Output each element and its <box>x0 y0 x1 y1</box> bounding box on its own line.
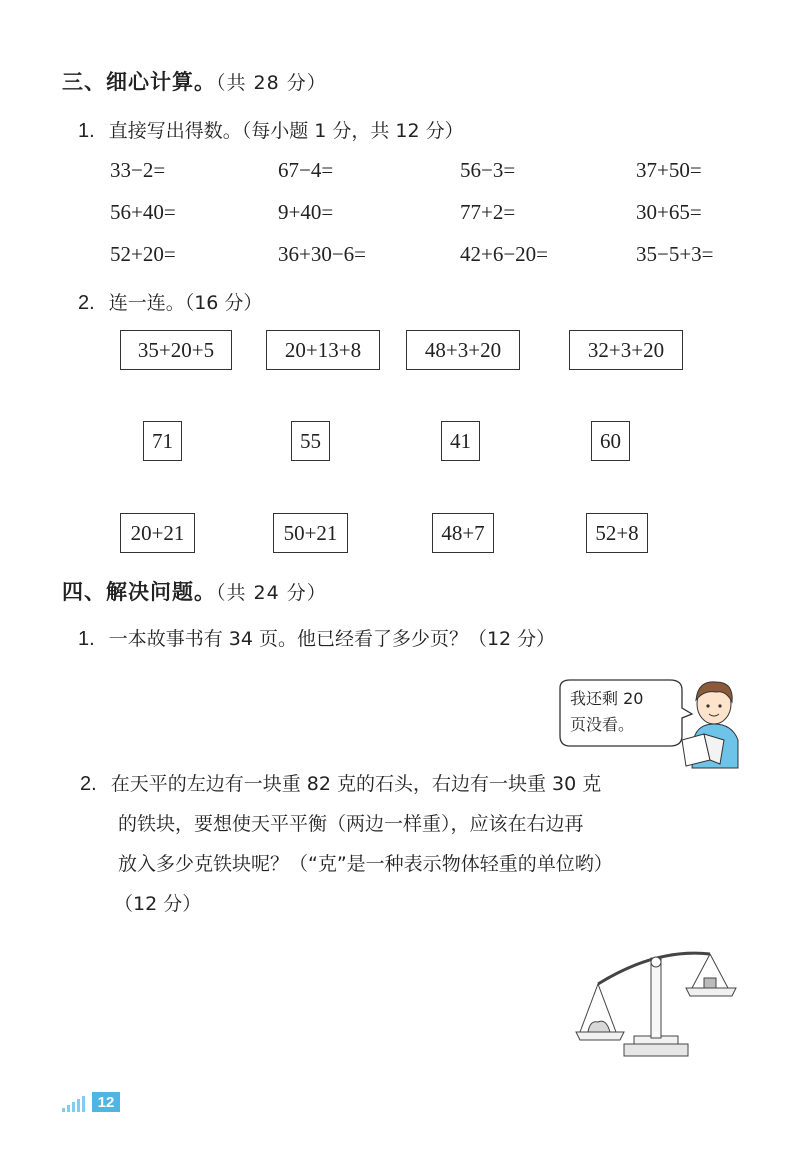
match-bottom-box-3[interactable]: 48+7 <box>432 513 494 553</box>
match-top-box-1[interactable]: 35+20+5 <box>120 330 232 370</box>
s4-q2-line1-text: 在天平的左边有一块重 82 克的石头，右边有一块重 30 克 <box>110 773 602 795</box>
page-bars-icon <box>62 1096 90 1112</box>
s4-q2-line2: 的铁块，要想使天平平衡（两边一样重），应该在右边再 <box>118 813 584 835</box>
match-bottom-box-2[interactable]: 50+21 <box>273 513 348 553</box>
section3-title-text: 三、细心计算。 <box>62 70 216 94</box>
s3-q1-text: 直接写出得数。（每小题 1 分，共 12 分） <box>108 120 464 142</box>
section4-title <box>62 576 327 606</box>
s3-q2-text: 连一连。（16 分） <box>108 292 263 314</box>
s4-q1-text: 一本故事书有 34 页。他已经看了多少页？（12 分） <box>108 628 556 650</box>
calc-r2c4: 30+65= <box>636 200 702 224</box>
iron-block-icon <box>704 978 716 988</box>
calc-r3c3: 42+6−20= <box>460 242 549 266</box>
calc-r3c4: 35−5+3= <box>636 242 714 266</box>
match-bottom-box-4[interactable]: 52+8 <box>586 513 648 553</box>
s4-q2-line1 <box>80 764 780 804</box>
section4-score: （共 24 分） <box>216 582 327 604</box>
section4-title-text: 四、解决问题。 <box>62 580 216 604</box>
match-top-box-3[interactable]: 48+3+20 <box>406 330 520 370</box>
s4-q1-line <box>78 624 555 651</box>
calc-r2c3: 77+2= <box>460 200 516 224</box>
section3-title <box>62 66 327 96</box>
calc-r3c2: 36+30−6= <box>278 242 367 266</box>
speech-line-1: 我还剩 20 <box>570 689 644 708</box>
stone-icon <box>588 1021 610 1032</box>
speech-line-2: 页没看。 <box>570 715 635 734</box>
match-bottom-box-1[interactable]: 20+21 <box>120 513 195 553</box>
boy-icon <box>682 682 738 768</box>
s4-q2-line4: （12 分） <box>114 893 202 915</box>
match-top-box-4[interactable]: 32+3+20 <box>569 330 683 370</box>
calc-r3c1: 52+20= <box>110 242 176 266</box>
s4-q2-line3: 放入多少克铁块呢？（“克”是一种表示物体轻重的单位哟） <box>118 853 613 875</box>
s4-q2-block <box>80 764 780 924</box>
calc-r1c2: 67−4= <box>278 158 334 182</box>
match-top-box-2[interactable]: 20+13+8 <box>266 330 380 370</box>
s4-q2-number: 2. <box>80 773 97 795</box>
calc-r1c3: 56−3= <box>460 158 516 182</box>
s3-q2-line <box>78 288 262 315</box>
s3-q1-number: 1. <box>78 120 95 142</box>
calc-r1c1: 33−2= <box>110 158 166 182</box>
calc-r2c1: 56+40= <box>110 200 176 224</box>
match-mid-box-1[interactable]: 71 <box>143 421 182 461</box>
section3-score: （共 28 分） <box>216 72 327 94</box>
match-mid-box-4[interactable]: 60 <box>591 421 630 461</box>
calc-r1c4: 37+50= <box>636 158 702 182</box>
balance-scale-icon <box>568 936 758 1066</box>
s3-q1-line <box>78 116 464 143</box>
s4-q1-number: 1. <box>78 628 95 650</box>
calc-r2c2: 9+40= <box>278 200 334 224</box>
s3-q2-number: 2. <box>78 292 95 314</box>
speech-bubble-text <box>570 686 643 738</box>
page-number: 12 <box>92 1092 120 1112</box>
match-mid-box-3[interactable]: 41 <box>441 421 480 461</box>
match-mid-box-2[interactable]: 55 <box>291 421 330 461</box>
